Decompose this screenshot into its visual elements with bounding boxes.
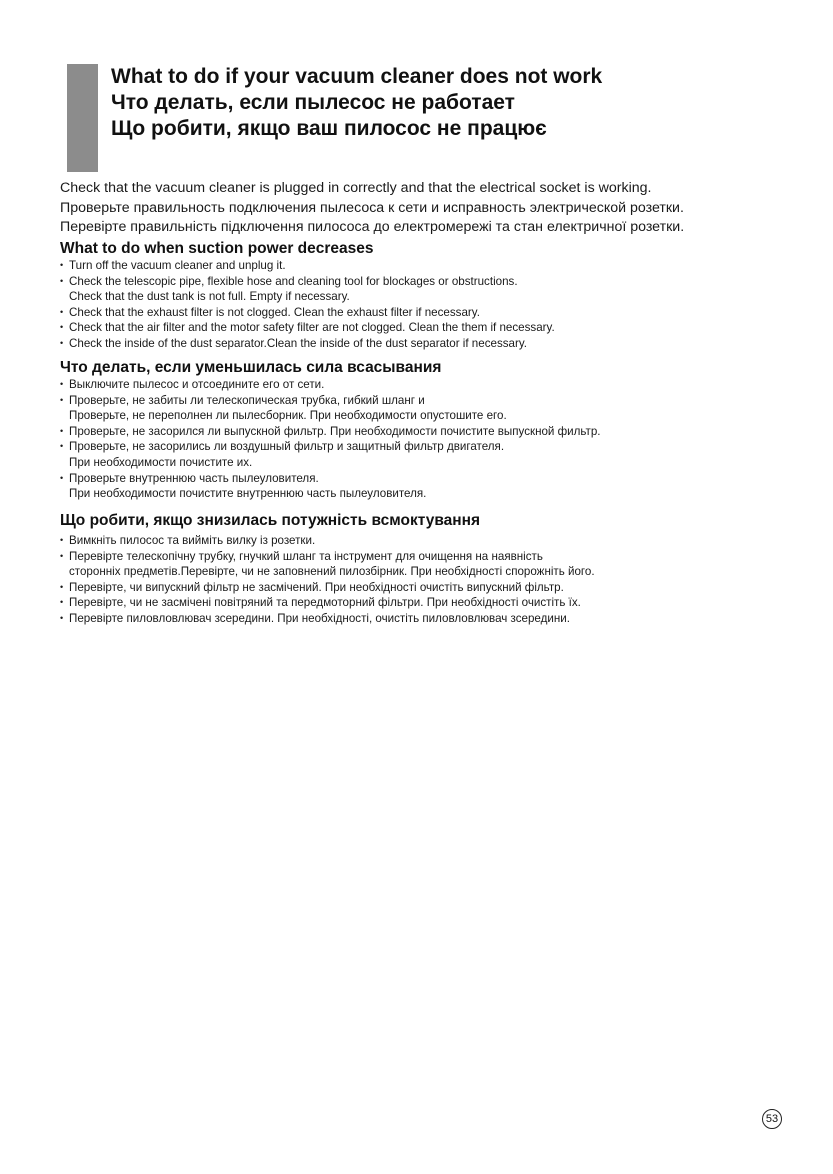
section-heading: Что делать, если уменьшилась сила всасывания xyxy=(60,359,442,376)
list-item: • Check the inside of the dust separator.Clean the inside of the dust separator if necessary. xyxy=(60,336,800,352)
section-suction-en xyxy=(60,239,800,352)
list-item: • Выключите пылесос и отсоедините его от сети. xyxy=(60,377,800,393)
page-title-block xyxy=(111,64,602,142)
intro-line-ru: Проверьте правильность подключения пылесоса к сети и исправность электрической розетки. xyxy=(60,199,684,216)
page-number: 53 xyxy=(762,1109,782,1129)
intro-paragraph xyxy=(60,179,800,238)
section-suction-ru xyxy=(60,358,800,502)
list-item: Проверьте, не переполнен ли пылесборник. При необходимости опустошите его. xyxy=(69,409,507,423)
list-item: сторонніх предметів.Перевірте, чи не заповнений пилозбірник. При необхідності спорожніть його. xyxy=(69,565,595,579)
list-item: • Проверьте, не забиты ли телескопическая трубка, гибкий шланг и xyxy=(60,393,800,409)
list-item: Check that the dust tank is not full. Empty if necessary. xyxy=(69,290,350,304)
page-title-ru: Что делать, если пылесос не работает xyxy=(111,91,515,114)
list-item: • Проверьте, не засорился ли выпускной фильтр. При необходимости почистите выпускной фильтр. xyxy=(60,424,800,440)
section-suction-uk xyxy=(60,511,800,627)
list-item: При необходимости почистите внутреннюю часть пылеуловителя. xyxy=(69,487,427,501)
section-heading: Що робити, якщо знизилась потужність всмоктування xyxy=(60,512,481,529)
page-title-uk: Що робити, якщо ваш пилосос не працює xyxy=(111,117,547,140)
list-item: • Check the telescopic pipe, flexible hose and cleaning tool for blockages or obstructions. xyxy=(60,274,800,290)
list-item: • Проверьте, не засорились ли воздушный фильтр и защитный фильтр двигателя. xyxy=(60,439,800,455)
list-item: • Check that the exhaust filter is not clogged. Clean the exhaust filter if necessary. xyxy=(60,305,800,321)
list-item: • Check that the air filter and the motor safety filter are not clogged. Clean the them if necessary. xyxy=(60,320,800,336)
intro-line-en: Check that the vacuum cleaner is plugged in correctly and that the electrical socket is working. xyxy=(60,180,652,196)
list-item: • Перевірте телескопічну трубку, гнучкий шланг та інструмент для очищення на наявність xyxy=(60,549,800,565)
list-item: При необходимости почистите их. xyxy=(69,455,253,469)
instruction-list xyxy=(60,377,800,502)
list-item: • Вимкніть пилосос та вийміть вилку із розетки. xyxy=(60,533,800,549)
instruction-list xyxy=(60,533,800,627)
list-item: • Перевірте, чи не засмічені повітряний та передмоторний фільтри. При необхідності очистіть їх. xyxy=(60,595,800,611)
section-heading: What to do when suction power decreases xyxy=(60,240,374,257)
list-item: • Перевірте пиловловлювач зсередини. При необхідності, очистіть пиловловлювач зсередини. xyxy=(60,611,800,627)
instruction-list xyxy=(60,258,800,352)
page-title-en: What to do if your vacuum cleaner does not work xyxy=(111,65,603,88)
list-item: • Проверьте внутреннюю часть пылеуловителя. xyxy=(60,471,800,487)
list-item: • Turn off the vacuum cleaner and unplug it. xyxy=(60,258,800,274)
section-marker-bar xyxy=(67,64,98,172)
intro-line-uk: Перевірте правильність підключення пилососа до електромережі та стан електричної розетки. xyxy=(60,219,685,235)
list-item: • Перевірте, чи випускний фільтр не засмічений. При необхідності очистіть випускний фільтр. xyxy=(60,580,800,596)
